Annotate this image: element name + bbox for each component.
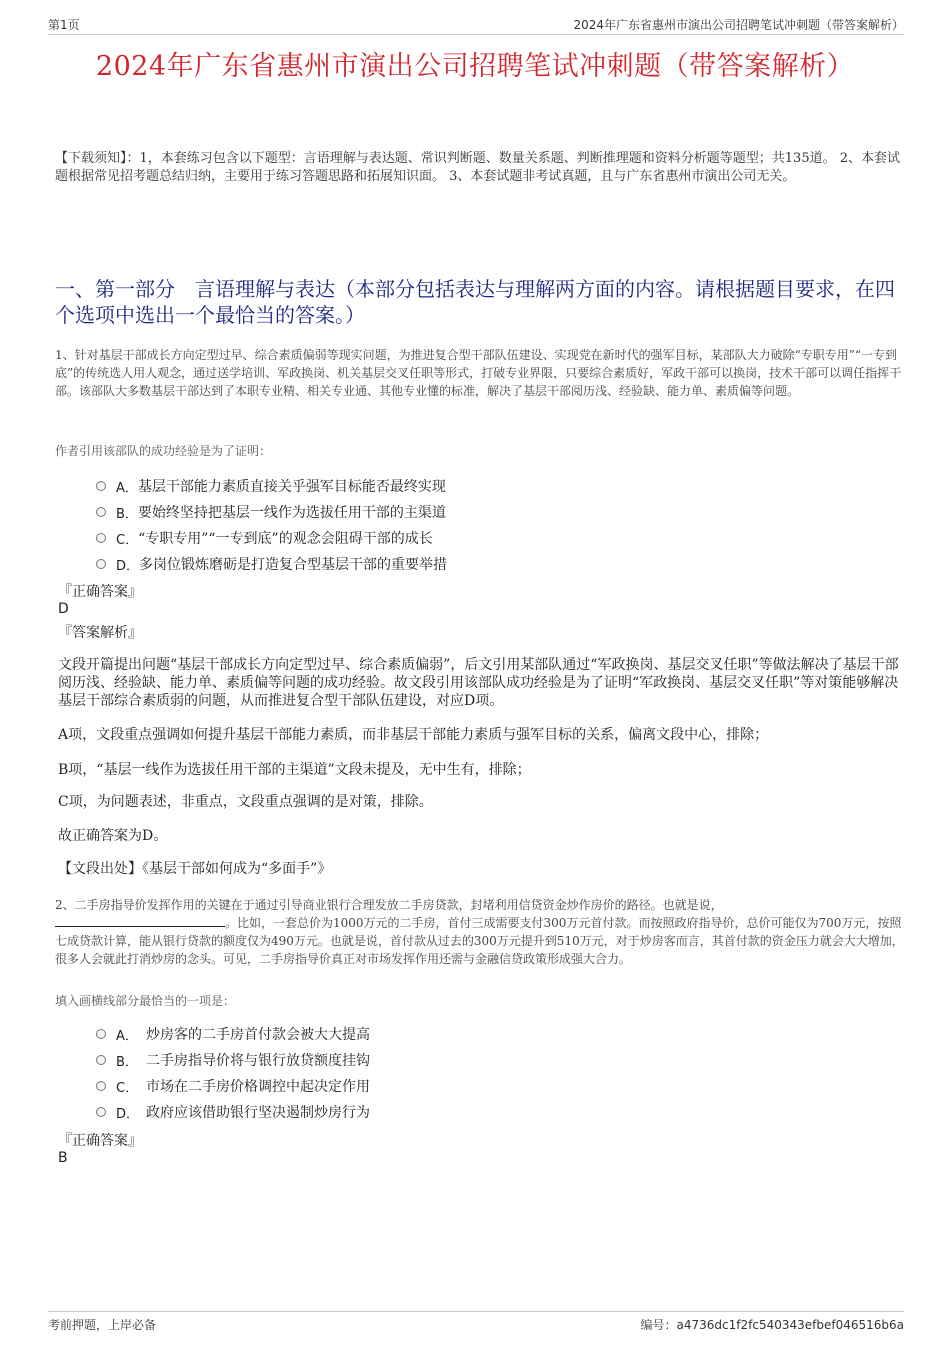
option-key: D． [116,558,140,574]
footer-code-label: 编号： [640,1318,677,1332]
option-key: C． [116,1080,139,1096]
radio-icon[interactable] [96,559,106,569]
option-key: A． [116,1028,138,1044]
radio-icon[interactable] [96,1081,106,1091]
q1-analysis-label: 『答案解析』 [58,625,142,641]
section-heading: 一、第一部分 言语理解与表达（本部分包括表达与理解两方面的内容。请根据题目要求，在四个选项中选出一个最恰当的答案。） [55,277,895,327]
page-header [48,14,904,35]
q1-analysis-para-3: B项，“基层一线作为选拔任用干部的主渠道”文段未提及，无中生有，排除； [58,762,531,778]
q1-option-c[interactable] [96,525,447,551]
option-text: 炒房客的二手房首付款会被大大提高 [146,1027,370,1043]
question-2-options [96,1021,370,1125]
q1-analysis-para-4: C项，为问题表述，非重点，文段重点强调的是对策，排除。 [58,794,433,810]
q1-analysis-conclusion: 故正确答案为D。 [58,828,168,844]
option-key: C． [116,532,139,548]
option-key: A． [116,480,138,496]
q2-stem-before: 2、二手房指导价发挥作用的关键在于通过引导商业银行合理发放二手房贷款，封堵利用信贷资金炒作房价的路径。也就是说， [55,898,723,912]
q2-answer: B [58,1150,68,1166]
q2-stem-after: 。比如，一套总价为1000万元的二手房，首付三成需要支付300万元首付款。而按照政府指导价，总价可能仅为700万元，按照七成贷款计算，能从银行贷款的额度仅为490万元。也就是说，首付款从过去的300万元提升到510万元，对于炒房客而言，其首付款的资金压力就会大大增加，很多人会就此打消炒房的念头。可见，二手房指导价真正对市场发挥作用还需与金融信贷政策形成强大合力。 [55,916,904,966]
header-doc-title: 2024年广东省惠州市演出公司招聘笔试冲刺题（带答案解析） [573,18,904,32]
q1-option-d[interactable] [96,551,447,577]
footer-code: a4736dc1f2fc540343efbef046516b6a [676,1318,904,1332]
question-1-options [96,473,447,577]
option-text: “专职专用”“一专到底”的观念会阻碍干部的成长 [138,531,433,547]
option-text: 政府应该借助银行坚决遏制炒房行为 [146,1105,370,1121]
page-number: 第1页 [48,18,80,32]
fill-blank [55,915,225,927]
radio-icon[interactable] [96,481,106,491]
q2-answer-label: 『正确答案』 [58,1133,142,1149]
q1-analysis-para-1: 文段开篇提出问题“基层干部成长方向定型过早、综合素质偏弱”，后文引用某部队通过“军政换岗、基层交叉任职”等做法解决了基层干部阅历浅、经验缺、能力单、素质偏等问题的成功经验。故文段引用该部队成功经验是为了证明“军政换岗、基层交叉任职”等对策能够解决基层干部综合素质弱的问题，从而推进复合型干部队伍建设，对应D项。 [58,657,899,709]
q2-option-c[interactable] [96,1073,370,1099]
radio-icon[interactable] [96,1055,106,1065]
question-2-prompt: 填入画横线部分最恰当的一项是： [55,994,236,1008]
q2-option-a[interactable] [96,1021,370,1047]
option-key: B． [116,1054,138,1070]
q1-source: 【文段出处】《基层干部如何成为“多面手”》 [58,861,332,877]
q1-answer-label: 『正确答案』 [58,584,142,600]
option-text: 市场在二手房价格调控中起决定作用 [146,1079,370,1095]
option-text: 要始终坚持把基层一线作为选拔任用干部的主渠道 [137,505,446,521]
option-text: 二手房指导价将与银行放贷额度挂钩 [146,1053,370,1069]
option-text: 基层干部能力素质直接关乎强军目标能否最终实现 [137,479,446,495]
option-key: B． [116,506,138,522]
q2-option-d[interactable] [96,1099,370,1125]
question-1-stem: 1、针对基层干部成长方向定型过早、综合素质偏弱等现实问题，为推进复合型干部队伍建设、实现党在新时代的强军目标，某部队大力破除“专职专用”“一专到底”的传统选人用人观念，通过送学培训、军政换岗、机关基层交叉任职等形式，打破专业界限，只要综合素质好，军政干部可以换岗，技术干部可以调任指挥干部。该部队大多数基层干部达到了本职专业精、相关专业通、其他专业懂的标准，解决了基层干部阅历浅、经验缺、能力单、素质偏等问题。 [55,348,902,398]
question-2-stem [55,896,904,968]
footer-doc-code [641,1316,905,1333]
document-title: 2024年广东省惠州市演出公司招聘笔试冲刺题（带答案解析） [95,51,855,82]
option-text: 多岗位锻炼磨砺是打造复合型基层干部的重要举措 [139,557,448,573]
option-key: D． [116,1106,140,1122]
q1-answer: D [58,601,69,617]
q1-option-b[interactable] [96,499,447,525]
radio-icon[interactable] [96,533,106,543]
question-1-prompt: 作者引用该部队的成功经验是为了证明： [55,444,272,458]
download-notice: 【下载须知】：1，本套练习包含以下题型：言语理解与表达题、常识判断题、数量关系题、判断推理题和资料分析题等题型；共135道。 2、本套试题根据常见招考题总结归纳，主要用于练习答题思路和拓展知识面。 3、本套试题非考试真题，且与广东省惠州市演出公司无关。 [55,151,900,184]
page-footer [48,1311,904,1334]
radio-icon[interactable] [96,507,106,517]
q1-option-a[interactable] [96,473,447,499]
radio-icon[interactable] [96,1029,106,1039]
radio-icon[interactable] [96,1107,106,1117]
q1-analysis-para-2: A项，文段重点强调如何提升基层干部能力素质，而非基层干部能力素质与强军目标的关系，偏离文段中心，排除； [58,727,769,743]
q2-option-b[interactable] [96,1047,370,1073]
footer-slogan: 考前押题，上岸必备 [48,1318,157,1332]
